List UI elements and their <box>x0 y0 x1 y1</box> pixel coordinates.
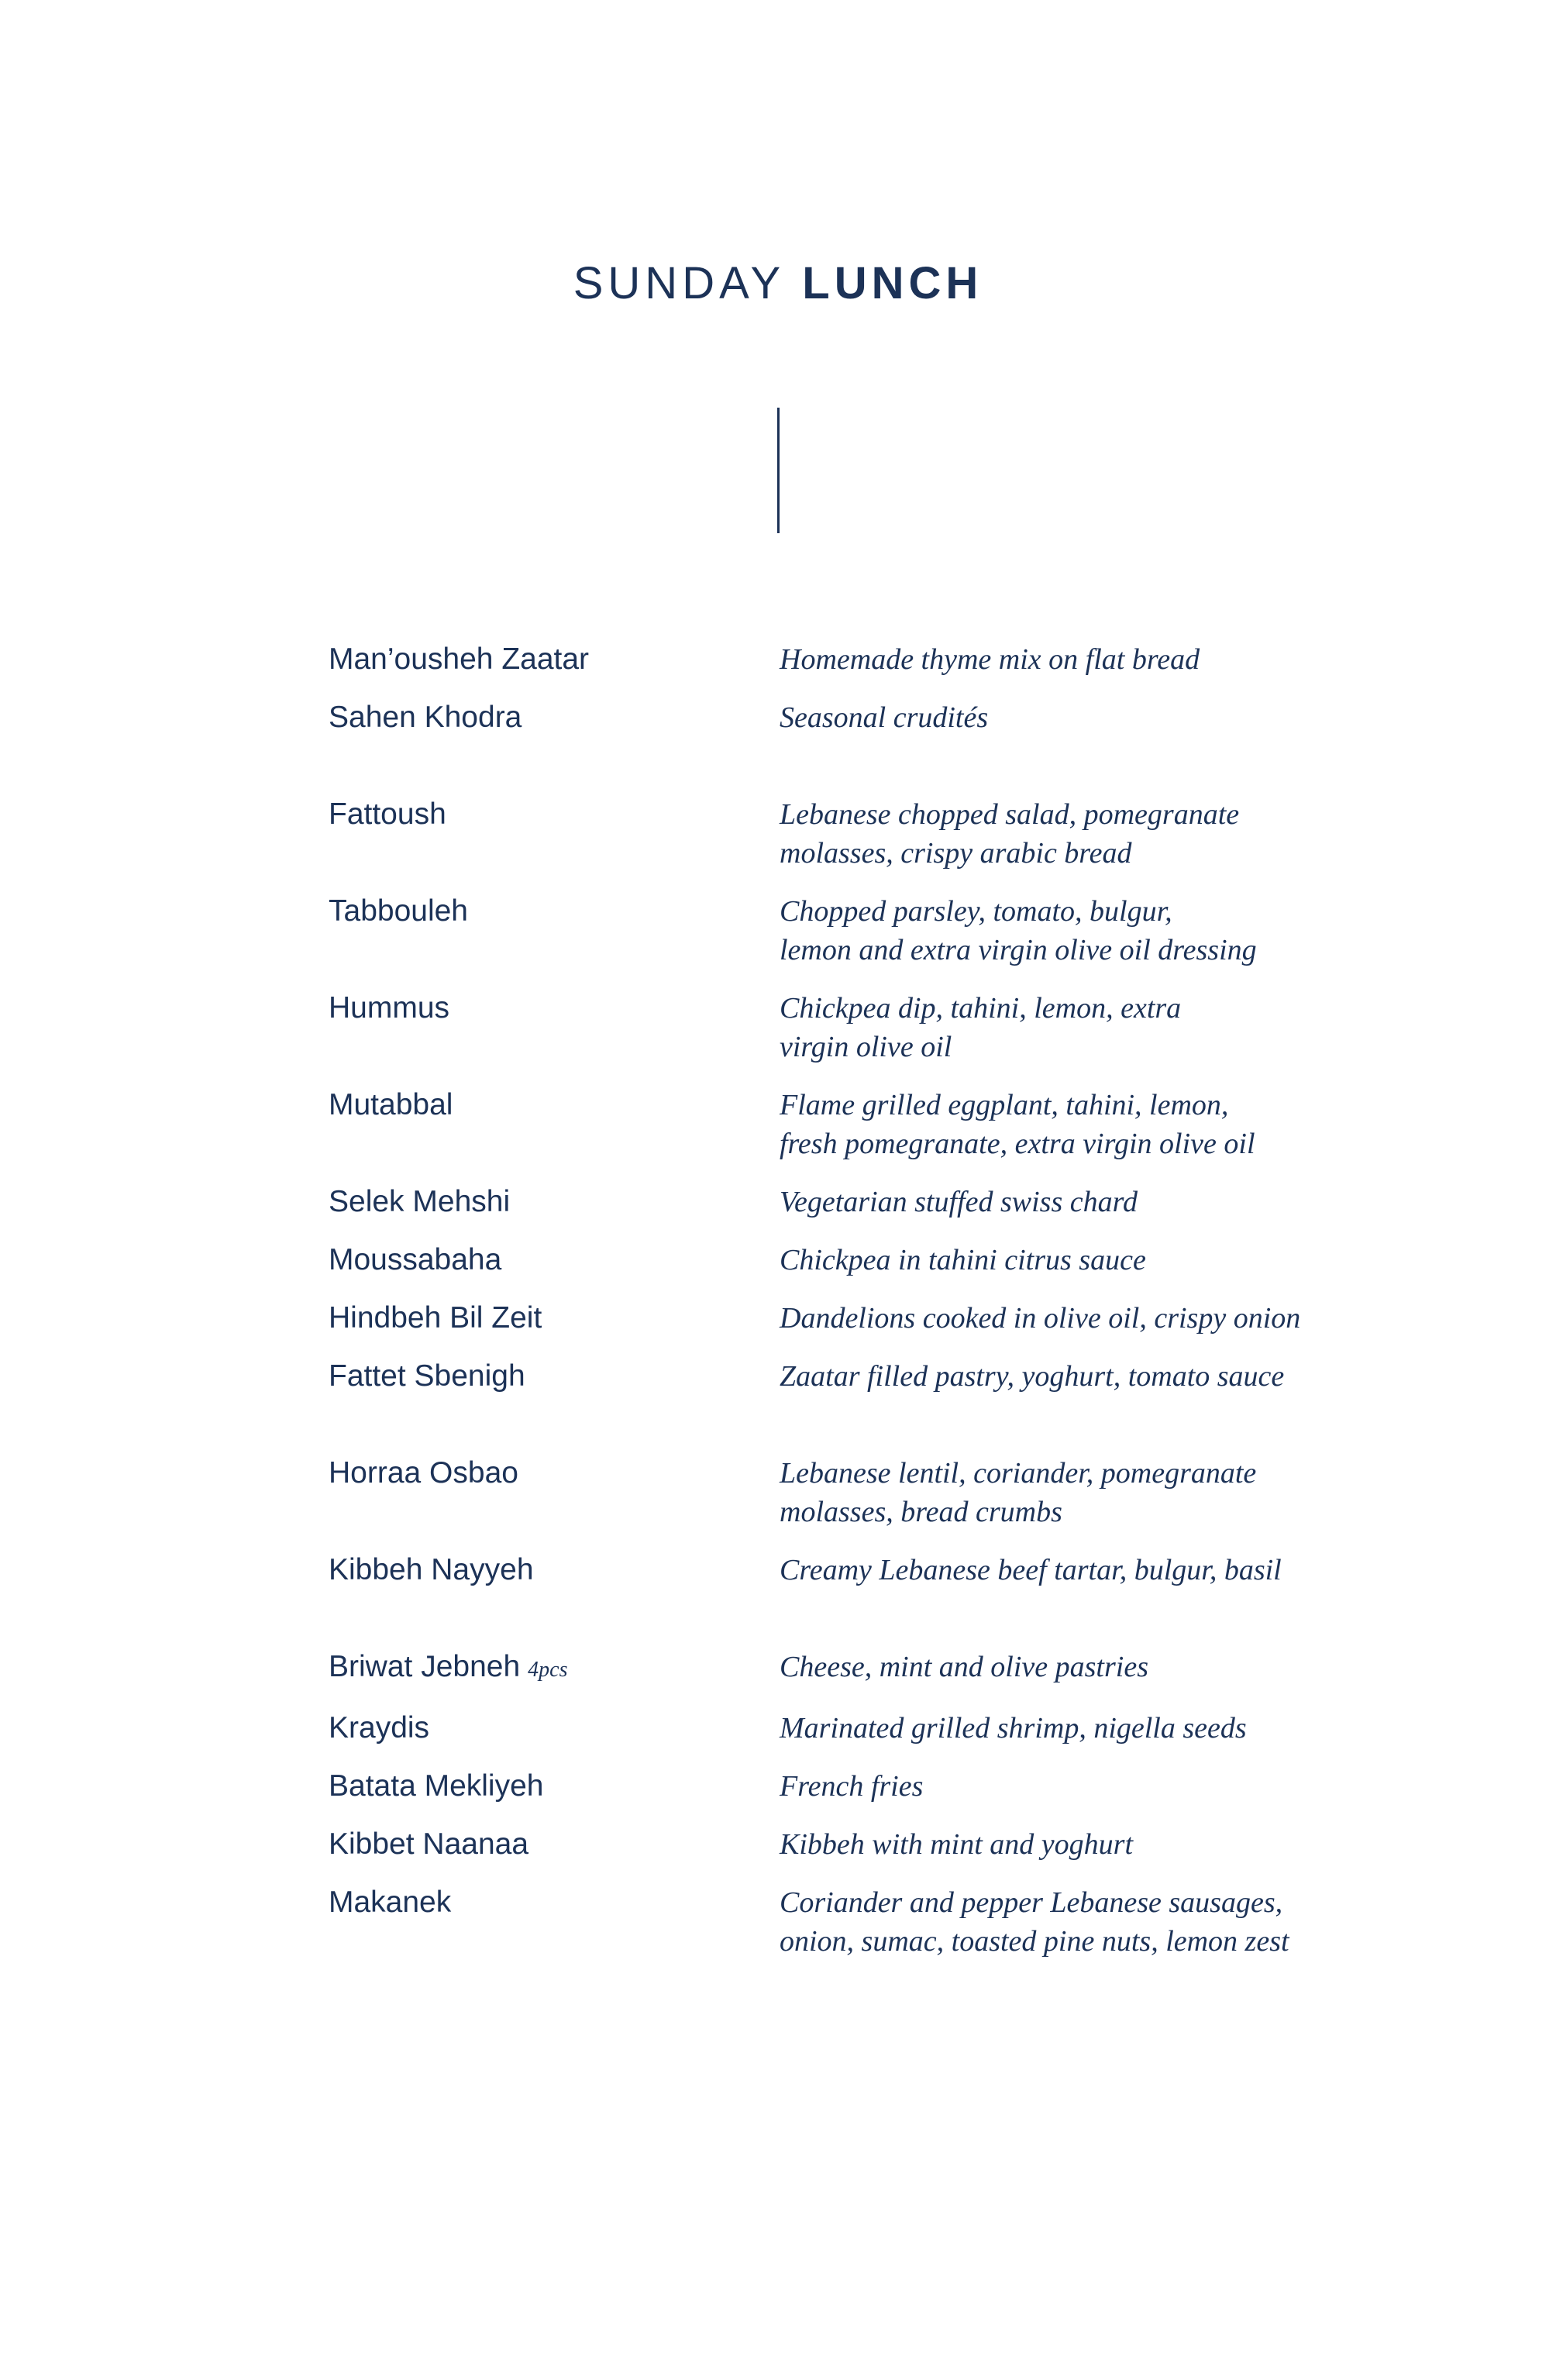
dish-description: Kibbeh with mint and yoghurt <box>780 1828 1133 1861</box>
dish-description: Zaatar filled pastry, yoghurt, tomato sauce <box>780 1360 1285 1393</box>
dish-name: Kibbeh Nayyeh <box>329 1553 534 1586</box>
menu-item <box>329 1454 1336 1531</box>
dish-name: Horraa Osbao <box>329 1456 518 1490</box>
dish-name: Kibbet Naanaa <box>329 1827 529 1861</box>
menu-item <box>329 1709 1336 1748</box>
dish-description: French fries <box>780 1770 924 1803</box>
dish-description: Cheese, mint and olive pastries <box>780 1651 1148 1683</box>
menu-item <box>329 1241 1336 1280</box>
dish-description: Vegetarian stuffed swiss chard <box>780 1186 1138 1218</box>
dish-description: Chopped parsley, tomato, bulgur, lemon and extra virgin olive oil dressing <box>780 895 1257 966</box>
title-light: SUNDAY <box>573 257 786 308</box>
title-bold: LUNCH <box>802 257 983 308</box>
menu-item <box>329 892 1336 970</box>
dish-name: Sahen Khodra <box>329 701 522 734</box>
dish-name: Briwat Jebneh 4pcs <box>329 1650 568 1683</box>
menu-item <box>329 1551 1336 1590</box>
dish-name: Hummus <box>329 991 450 1025</box>
dish-name: Kraydis <box>329 1711 430 1745</box>
menu-item <box>329 1648 1336 1689</box>
menu-item <box>329 640 1336 679</box>
menu-item <box>329 1825 1336 1864</box>
dish-name: Hindbeh Bil Zeit <box>329 1301 542 1335</box>
menu-item <box>329 1086 1336 1163</box>
dish-description: Seasonal crudités <box>780 701 989 734</box>
dish-name: Fattet Sbenigh <box>329 1359 525 1393</box>
menu-item <box>329 795 1336 873</box>
dish-description: Chickpea dip, tahini, lemon, extra virgin olive oil <box>780 992 1182 1063</box>
portion-note: 4pcs <box>528 1658 568 1682</box>
menu-item <box>329 1357 1336 1396</box>
dish-description: Creamy Lebanese beef tartar, bulgur, basil <box>780 1554 1282 1586</box>
menu-item <box>329 1183 1336 1221</box>
dish-description: Dandelions cooked in olive oil, crispy onion <box>780 1302 1301 1335</box>
dish-name: Man’ousheh Zaatar <box>329 642 590 676</box>
dish-name: Mutabbal <box>329 1088 453 1121</box>
dish-description: Flame grilled eggplant, tahini, lemon, fresh pomegranate, extra virgin olive oil <box>780 1089 1255 1160</box>
menu-item <box>329 698 1336 737</box>
dish-name: Makanek <box>329 1886 452 1919</box>
dish-description: Lebanese chopped salad, pomegranate molasses, crispy arabic bread <box>780 798 1240 870</box>
dish-description: Homemade thyme mix on flat bread <box>780 643 1200 676</box>
dish-description: Lebanese lentil, coriander, pomegranate molasses, bread crumbs <box>780 1457 1257 1528</box>
menu-item <box>329 1299 1336 1338</box>
dish-name: Moussabaha <box>329 1243 502 1276</box>
menu-item <box>329 989 1336 1066</box>
vertical-divider <box>777 408 780 533</box>
menu-list <box>329 640 1336 1961</box>
dish-name: Selek Mehshi <box>329 1185 511 1218</box>
page-title <box>0 257 1556 308</box>
dish-description: Chickpea in tahini citrus sauce <box>780 1244 1146 1276</box>
dish-description: Coriander and pepper Lebanese sausages, onion, sumac, toasted pine nuts, lemon zest <box>780 1886 1289 1958</box>
dish-name: Tabbouleh <box>329 894 468 928</box>
dish-name: Fattoush <box>329 797 446 831</box>
dish-description: Marinated grilled shrimp, nigella seeds <box>780 1712 1247 1745</box>
dish-name: Batata Mekliyeh <box>329 1769 544 1803</box>
menu-item <box>329 1767 1336 1806</box>
menu-item <box>329 1883 1336 1961</box>
